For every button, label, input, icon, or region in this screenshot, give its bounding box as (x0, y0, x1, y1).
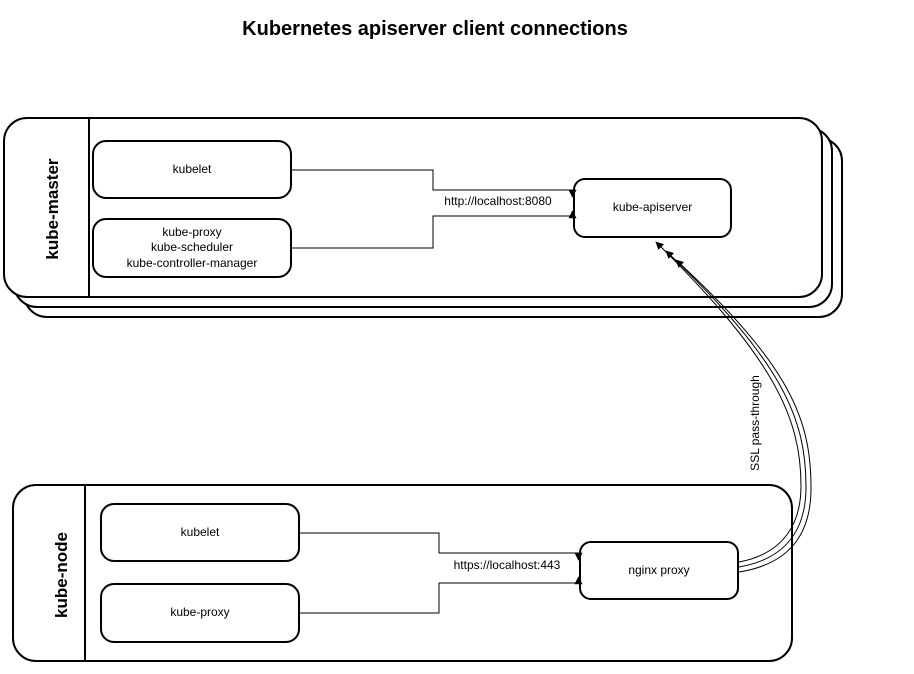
node-label: kube-node (52, 532, 71, 618)
services-label-line1: kube-proxy (162, 224, 222, 239)
http-edge-label: http://localhost:8080 (444, 194, 552, 208)
node-kube-proxy-label: kube-proxy (170, 605, 230, 620)
master-label: kube-master (43, 158, 62, 260)
nginx-proxy-label: nginx proxy (628, 562, 690, 577)
kube-apiserver-label: kube-apiserver (612, 200, 693, 215)
nginx-proxy-node (579, 541, 739, 600)
master-divider (88, 119, 90, 296)
services-label-line2: kube-scheduler (150, 240, 234, 255)
master-kubelet-node (92, 140, 292, 199)
node-kubelet-label: kubelet (180, 524, 220, 539)
node-kubelet-node (100, 503, 300, 562)
master-kubelet-label: kubelet (172, 161, 212, 176)
services-label-line3: kube-controller-manager (126, 255, 258, 270)
ssl-edge-label: SSL pass-through (748, 375, 762, 471)
kube-apiserver-node (573, 178, 732, 238)
https-edge-label: https://localhost:443 (453, 558, 561, 572)
diagram-title: Kubernetes apiserver client connections (242, 18, 628, 40)
node-divider (84, 486, 86, 660)
master-services-node (92, 218, 292, 278)
node-kube-proxy-node (100, 583, 300, 643)
